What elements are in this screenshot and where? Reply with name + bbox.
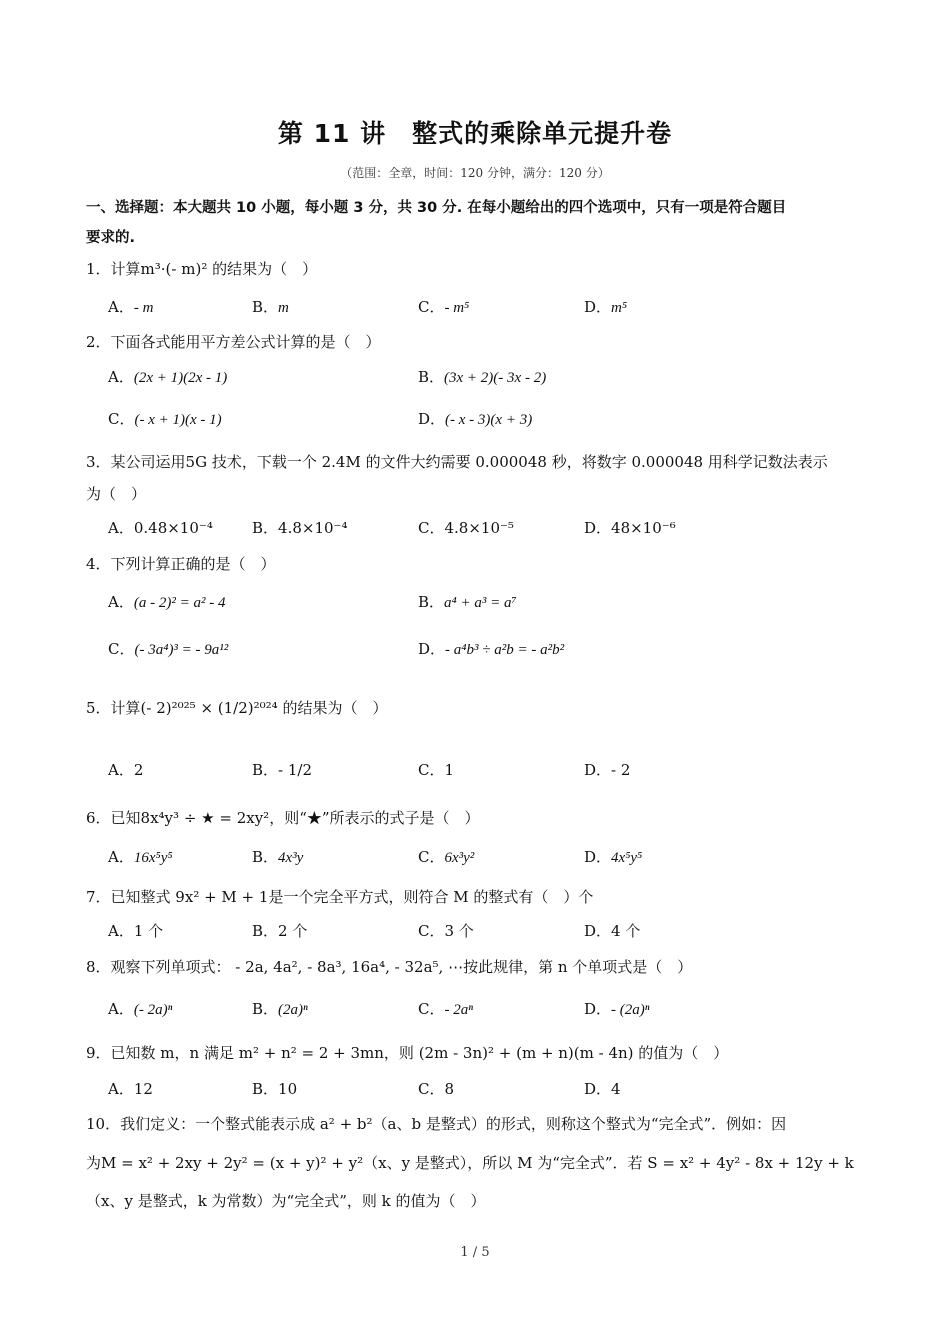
option-text: - a⁴b³ ÷ a²b = - a²b² [445,642,565,658]
q6-option-a [108,846,173,867]
option-text: 10 [278,1080,298,1098]
q8-option-d [584,998,650,1019]
option-text: - m⁵ [444,300,470,316]
q5-option-d [584,759,630,780]
option-label: B． [252,1080,279,1098]
option-label: D． [584,761,612,779]
option-text: 2 个 [278,922,308,940]
option-label: C． [418,519,445,537]
q8-option-c [418,998,473,1019]
option-label: D． [584,519,612,537]
option-text: 48×10⁻⁶ [611,519,676,537]
q9-option-d [584,1078,621,1099]
option-label: C． [418,1000,445,1018]
question-2-stem: 2．下面各式能用平方差公式计算的是（ ） [86,333,381,351]
option-text: - 1/2 [278,761,313,779]
q3-option-d [584,517,676,538]
q9-option-b [252,1078,297,1099]
q4-option-d [418,638,564,659]
q6-option-b [252,846,303,867]
q4-option-a [108,591,225,612]
option-label: A． [108,848,134,866]
question-4-stem: 4．下列计算正确的是（ ） [86,555,276,573]
option-label: B． [252,922,279,940]
option-label: A． [108,519,134,537]
q7-option-c [418,920,474,941]
option-text: 4.8×10⁻⁴ [278,519,348,537]
option-label: C． [418,761,445,779]
q1-option-b [252,296,289,317]
option-text: - (2a)ⁿ [611,1002,650,1018]
page-title: 第 11 讲 整式的乘除单元提升卷 [277,119,673,148]
option-text: 1 [444,761,455,779]
option-text: 6x³y² [444,850,475,866]
option-text: 4 个 [611,922,641,940]
question-3-stem: 3．某公司运用5G 技术，下载一个 2.4M 的文件大约需要 0.000048 秒，将数字 0.000048 用科学记数法表示 [86,453,828,471]
option-label: D． [584,1080,612,1098]
option-text: 8 [444,1080,455,1098]
option-label: A． [108,761,134,779]
section-heading: 一、选择题：本大题共 10 小题，每小题 3 分，共 30 分. 在每小题给出的四个选项中，只有一项是符合题目 [86,200,787,216]
q2-option-a [108,366,227,387]
option-text: 4x⁵y⁵ [611,850,643,866]
question-10-stem-cont: 为M = x² + 2xy + 2y² = (x + y)² + y²（x、y 是整式），所以 M 为“完全式”．若 S = x² + 4y² - 8x + 12y + k [86,1154,854,1172]
q6-option-c [418,846,474,867]
option-text: m [278,300,289,316]
option-text: a⁴ + a³ = a⁷ [444,595,517,611]
q7-option-a [108,920,163,941]
option-label: B． [418,593,445,611]
option-text: 4 [611,1080,621,1098]
option-label: C． [418,848,445,866]
option-label: A． [108,1000,134,1018]
option-label: A． [108,368,134,386]
exam-info: （范围：全章，时间：120 分钟，满分：120 分） [340,166,610,180]
option-label: B． [252,298,279,316]
q1-option-c [418,296,469,317]
option-label: B． [252,519,279,537]
option-text: 0.48×10⁻⁴ [133,519,213,537]
q8-option-a [108,998,172,1019]
q4-option-b [418,591,517,612]
option-label: C． [108,640,135,658]
option-text: (- x + 1)(x - 1) [134,412,222,428]
option-label: C． [108,410,135,428]
option-label: D． [584,922,612,940]
option-label: D． [584,848,612,866]
question-6-stem: 6．已知8x⁴y³ ÷ ★ = 2xy²，则“★”所表示的式子是（ ） [86,809,480,827]
section-heading-cont: 要求的. [86,230,136,246]
option-text: (- 2a)ⁿ [133,1002,173,1018]
option-label: A． [108,593,134,611]
option-label: B． [252,848,279,866]
question-10-stem: 10．我们定义：一个整式能表示成 a² + b²（a、b 是整式）的形式，则称这个整式为“完全式”．例如：因 [86,1115,787,1133]
q5-option-c [418,759,454,780]
option-text: (2a)ⁿ [278,1002,308,1018]
option-text: - m [133,300,154,316]
q2-option-c [108,408,222,429]
question-8-stem: 8．观察下列单项式： - 2a, 4a², - 8a³, 16a⁴, - 32a⁵, ⋯按此规律，第 n 个单项式是（ ） [86,958,693,976]
option-text: (- x - 3)(x + 3) [445,412,533,428]
option-label: D． [584,298,612,316]
question-1-stem: 1．计算m³·(- m)² 的结果为（ ） [86,260,318,278]
option-label: D． [418,410,446,428]
option-text: 16x⁵y⁵ [133,850,173,866]
option-label: A． [108,298,134,316]
q2-option-d [418,408,532,429]
q5-option-b [252,759,312,780]
question-3-stem-cont: 为（ ） [86,485,147,503]
option-text: 2 [133,761,144,779]
option-label: C． [418,1080,445,1098]
q2-option-b [418,366,546,387]
q9-option-a [108,1078,153,1099]
option-text: 3 个 [444,922,474,940]
q7-option-b [252,920,307,941]
question-10-stem-cont2: （x、y 是整式，k 为常数）为“完全式”，则 k 的值为（ ） [86,1192,486,1210]
option-text: 4x³y [278,850,304,866]
option-text: 4.8×10⁻⁵ [444,519,514,537]
option-label: A． [108,922,134,940]
option-label: D． [584,1000,612,1018]
option-text: - 2aⁿ [444,1002,473,1018]
option-text: (2x + 1)(2x - 1) [133,370,228,386]
q9-option-c [418,1078,454,1099]
option-text: - 2 [611,761,631,779]
q3-option-b [252,517,347,538]
option-label: B． [418,368,445,386]
option-label: B． [252,1000,279,1018]
option-label: C． [418,922,445,940]
question-7-stem: 7．已知整式 9x² + M + 1是一个完全平方式，则符合 M 的整式有（ ）个 [86,888,594,906]
option-text: (a - 2)² = a² - 4 [133,595,226,611]
option-label: D． [418,640,446,658]
q4-option-c [108,638,228,659]
q8-option-b [252,998,308,1019]
question-9-stem: 9．已知数 m，n 满足 m² + n² = 2 + 3mn，则 (2m - 3n)² + (m + n)(m - 4n) 的值为（ ） [86,1044,729,1062]
q3-option-c [418,517,514,538]
page-number: 1 / 5 [460,1245,490,1260]
question-5-stem: 5．计算(- 2)²⁰²⁵ × (1/2)²⁰²⁴ 的结果为（ ） [86,699,388,717]
option-text: (3x + 2)(- 3x - 2) [444,370,547,386]
q6-option-d [584,846,642,867]
option-label: B． [252,761,279,779]
option-label: A． [108,1080,134,1098]
q5-option-a [108,759,143,780]
q3-option-a [108,517,213,538]
option-text: (- 3a⁴)³ = - 9a¹² [134,642,229,658]
option-text: m⁵ [611,300,628,316]
option-text: 1 个 [133,922,164,940]
q1-option-a [108,296,153,317]
q1-option-d [584,296,627,317]
option-text: 12 [133,1080,153,1098]
q7-option-d [584,920,640,941]
option-label: C． [418,298,445,316]
